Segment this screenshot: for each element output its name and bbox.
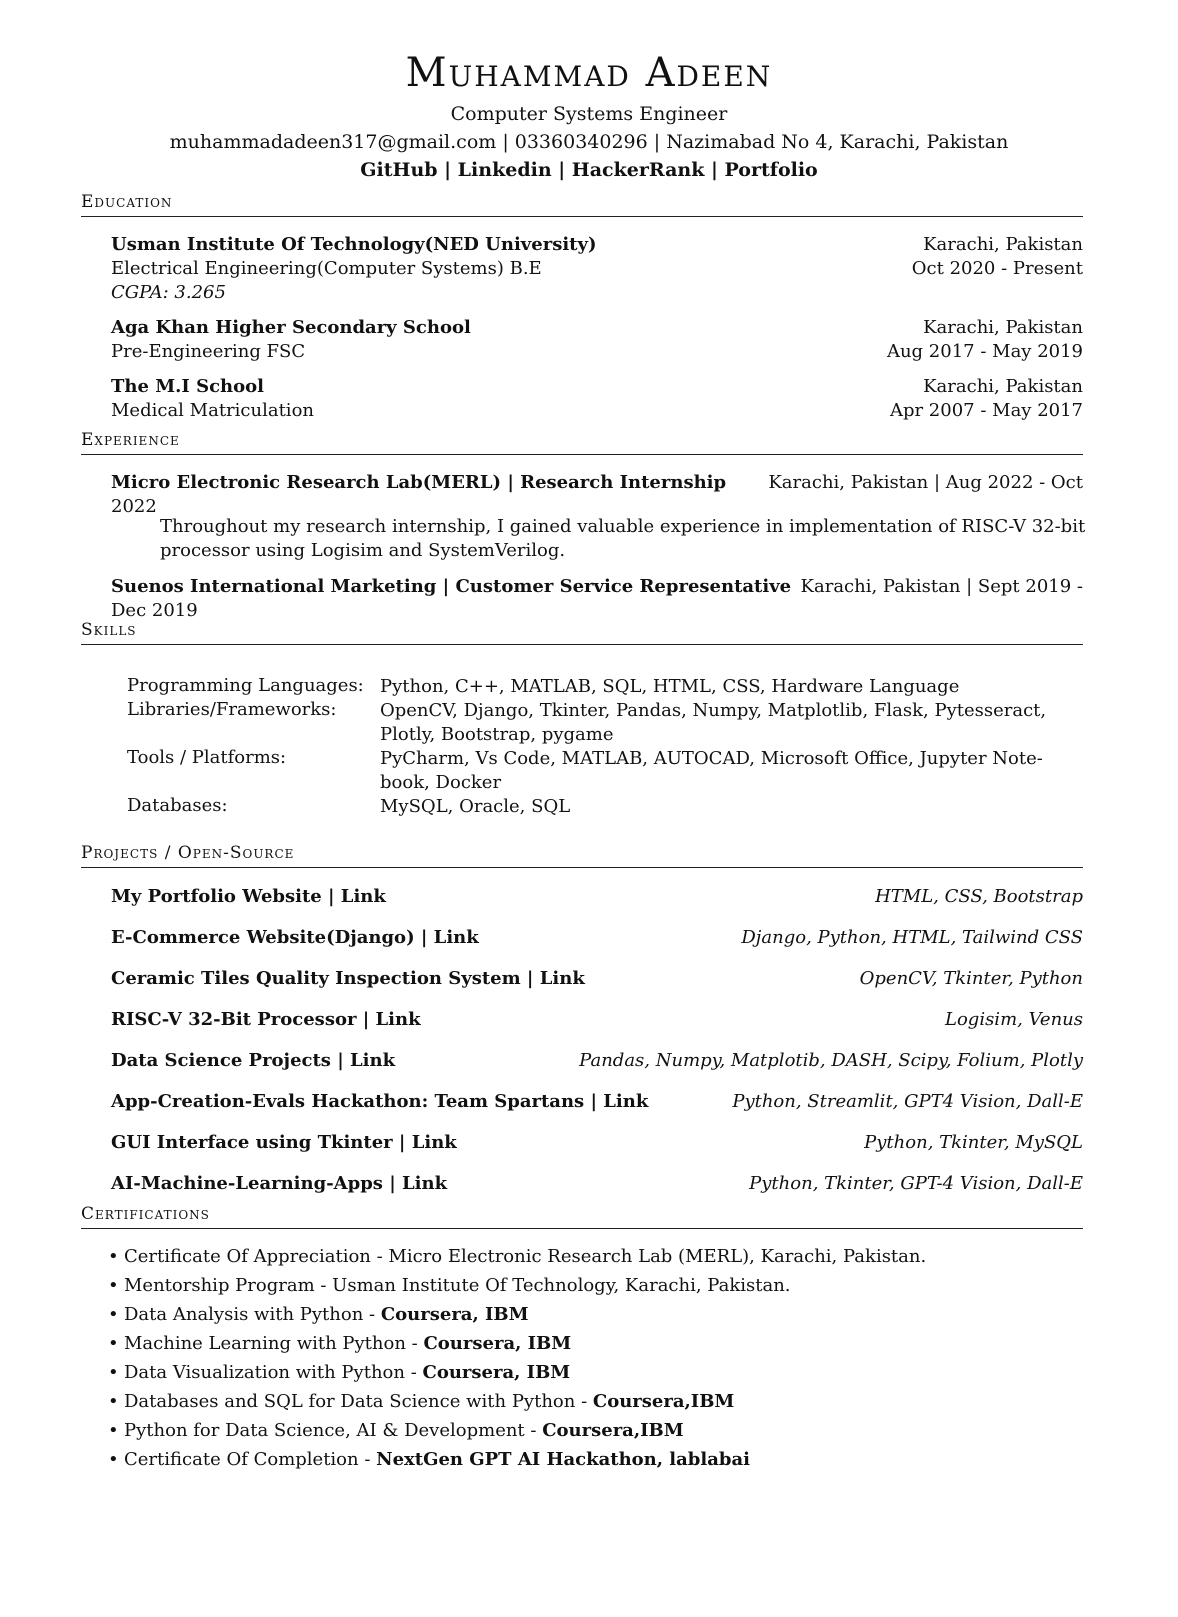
project-name[interactable]: AI-Machine-Learning-Apps | Link: [111, 1173, 448, 1194]
certification-item: [108, 1391, 734, 1412]
education-entry: [111, 234, 1083, 258]
certification-issuer: Coursera,IBM: [542, 1420, 684, 1441]
certifications-rule: [81, 1228, 1083, 1229]
project-name[interactable]: App-Creation-Evals Hackathon: Team Spartans | Link: [111, 1091, 649, 1112]
certifications-heading: Certifications: [81, 1204, 210, 1224]
certification-text: Machine Learning with Python -: [124, 1333, 424, 1354]
certification-issuer: Coursera, IBM: [423, 1333, 572, 1354]
bullet-icon: •: [108, 1362, 119, 1383]
candidate-name: Muhammad Adeen: [405, 50, 773, 96]
project-tech: Python, Streamlit, GPT4 Vision, Dall-E: [732, 1091, 1083, 1112]
school-location: Karachi, Pakistan: [923, 234, 1083, 255]
project-tech: OpenCV, Tkinter, Python: [859, 968, 1083, 989]
project-entry[interactable]: [111, 1132, 1083, 1156]
certification-item: [108, 1304, 529, 1325]
experience-entry: [111, 576, 1083, 600]
project-name[interactable]: My Portfolio Website | Link: [111, 886, 386, 907]
skill-category: Databases:: [127, 795, 228, 816]
job-description-line: Throughout my research internship, I gained valuable experience in implementation of RISC-V 32-bit: [160, 516, 1086, 537]
job-meta: Karachi, Pakistan | Aug 2022 - Oct: [768, 472, 1083, 493]
education-heading: Education: [81, 192, 173, 212]
job-description-line: processor using Logisim and SystemVerilog.: [160, 540, 566, 561]
skills-rule: [81, 644, 1083, 645]
certification-text: Mentorship Program - Usman Institute Of Technology, Karachi, Pakistan.: [124, 1275, 791, 1296]
school-name: The M.I School: [111, 376, 264, 397]
bullet-icon: •: [108, 1420, 119, 1441]
school-location: Karachi, Pakistan: [923, 317, 1083, 338]
certification-issuer: Coursera,IBM: [592, 1391, 735, 1412]
certification-text: Python for Data Science, AI & Development -: [124, 1420, 543, 1441]
dates: Oct 2020 - Present: [911, 258, 1083, 279]
project-entry[interactable]: [111, 886, 1083, 910]
certification-issuer: Coursera, IBM: [422, 1362, 571, 1383]
experience-heading: Experience: [81, 430, 180, 450]
project-tech: HTML, CSS, Bootstrap: [875, 886, 1083, 907]
project-entry[interactable]: [111, 1050, 1083, 1074]
projects-heading: Projects / Open-Source: [81, 843, 295, 863]
school-name: Aga Khan Higher Secondary School: [111, 317, 471, 338]
job-meta-wrap: Dec 2019: [111, 600, 198, 621]
bullet-icon: •: [108, 1304, 119, 1325]
project-name[interactable]: E-Commerce Website(Django) | Link: [111, 927, 479, 948]
project-tech: Logisim, Venus: [945, 1009, 1083, 1030]
project-entry[interactable]: [111, 1173, 1083, 1197]
bullet-icon: •: [108, 1391, 119, 1412]
degree: Electrical Engineering(Computer Systems) B.E: [111, 258, 542, 279]
project-entry[interactable]: [111, 968, 1083, 992]
job-title: Suenos International Marketing | Customer Service Representative: [111, 576, 792, 597]
projects-rule: [81, 867, 1083, 868]
experience-entry: [111, 472, 1083, 496]
school-name: Usman Institute Of Technology(NED University): [111, 234, 597, 255]
certification-issuer: NextGen GPT AI Hackathon, lablabai: [376, 1449, 750, 1470]
project-entry[interactable]: [111, 1091, 1083, 1115]
job-meta: Karachi, Pakistan | Sept 2019 -: [800, 576, 1083, 597]
certification-text: Databases and SQL for Data Science with Python -: [124, 1391, 593, 1412]
certification-item: [108, 1333, 571, 1354]
education-entry: [111, 376, 1083, 400]
degree: Medical Matriculation: [111, 400, 314, 421]
certification-text: Certificate Of Completion -: [124, 1449, 377, 1470]
dates: Apr 2007 - May 2017: [889, 400, 1083, 421]
education-rule: [81, 216, 1083, 217]
education-entry-detail: [111, 341, 1083, 365]
school-location: Karachi, Pakistan: [923, 376, 1083, 397]
project-entry[interactable]: [111, 1009, 1083, 1033]
bullet-icon: •: [108, 1449, 119, 1470]
skills-heading: Skills: [81, 620, 137, 640]
education-entry-extra: [111, 282, 1083, 306]
cgpa: CGPA: 3.265: [111, 282, 226, 303]
certification-item: [108, 1449, 750, 1470]
experience-rule: [81, 454, 1083, 455]
project-tech: Pandas, Numpy, Matplotib, DASH, Scipy, Folium, Plotly: [579, 1050, 1083, 1071]
bullet-icon: •: [108, 1246, 119, 1267]
degree: Pre-Engineering FSC: [111, 341, 306, 362]
skill-category: Tools / Platforms:: [127, 747, 287, 768]
certification-item: [108, 1275, 791, 1296]
contact-line: muhammadadeen317@gmail.com | 03360340296 | Nazimabad No 4, Karachi, Pakistan: [169, 131, 1009, 153]
skill-values: PyCharm, Vs Code, MATLAB, AUTOCAD, Microsoft Office, Jupyter Note-book, Docker: [380, 748, 1043, 793]
certification-text: Certificate Of Appreciation - Micro Electronic Research Lab (MERL), Karachi, Pakistan.: [124, 1246, 927, 1267]
project-tech: Python, Tkinter, GPT-4 Vision, Dall-E: [749, 1173, 1083, 1194]
project-name[interactable]: GUI Interface using Tkinter | Link: [111, 1132, 457, 1153]
project-name[interactable]: Data Science Projects | Link: [111, 1050, 396, 1071]
skill-category: Libraries/Frameworks:: [127, 699, 337, 720]
certification-issuer: Coursera, IBM: [380, 1304, 529, 1325]
candidate-title: Computer Systems Engineer: [450, 103, 728, 125]
certification-text: Data Analysis with Python -: [124, 1304, 381, 1325]
project-name[interactable]: RISC-V 32-Bit Processor | Link: [111, 1009, 421, 1030]
education-entry: [111, 317, 1083, 341]
profile-links[interactable]: GitHub | Linkedin | HackerRank | Portfolio: [360, 159, 818, 181]
skill-category: Programming Languages:: [127, 675, 364, 696]
certification-item: [108, 1362, 570, 1383]
skill-values: MySQL, Oracle, SQL: [380, 796, 571, 817]
project-tech: Django, Python, HTML, Tailwind CSS: [741, 927, 1083, 948]
skill-values: OpenCV, Django, Tkinter, Pandas, Numpy, Matplotlib, Flask, Pytesseract, Plotly, Bootstrap, pygame: [380, 700, 1047, 745]
bullet-icon: •: [108, 1333, 119, 1354]
certification-text: Data Visualization with Python -: [124, 1362, 423, 1383]
certification-item: [108, 1246, 926, 1267]
project-entry[interactable]: [111, 927, 1083, 951]
bullet-icon: •: [108, 1275, 119, 1296]
certification-item: [108, 1420, 684, 1441]
education-entry-detail: [111, 400, 1083, 424]
dates: Aug 2017 - May 2019: [886, 341, 1083, 362]
skill-values: Python, C++, MATLAB, SQL, HTML, CSS, Hardware Language: [380, 676, 960, 697]
job-meta-wrap: 2022: [111, 496, 157, 517]
project-name[interactable]: Ceramic Tiles Quality Inspection System | Link: [111, 968, 585, 989]
job-title: Micro Electronic Research Lab(MERL) | Research Internship: [111, 472, 727, 493]
education-entry-detail: [111, 258, 1083, 282]
project-tech: Python, Tkinter, MySQL: [864, 1132, 1083, 1153]
